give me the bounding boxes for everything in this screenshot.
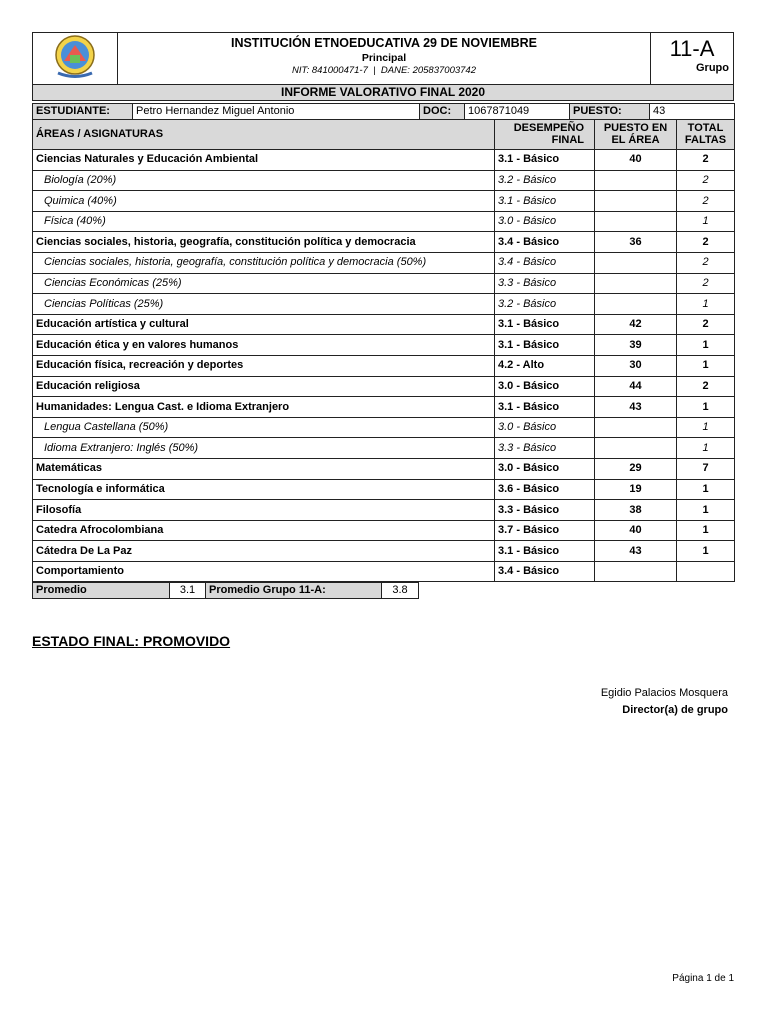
subject-row bbox=[33, 211, 735, 232]
institution-cell bbox=[118, 33, 651, 86]
performance-cell: 3.4 - Básico bbox=[495, 252, 595, 273]
subject-name: Lengua Castellana (50%) bbox=[33, 417, 495, 438]
institution-name: INSTITUCIÓN ETNOEDUCATIVA 29 DE NOVIEMBRE bbox=[230, 36, 538, 50]
performance-cell: 3.7 - Básico bbox=[495, 520, 595, 541]
area-rank-cell: 40 bbox=[595, 150, 677, 171]
group-cell bbox=[651, 33, 734, 86]
rank-label: PUESTO: bbox=[570, 104, 650, 120]
area-rank-cell bbox=[595, 294, 677, 315]
subject-name: Tecnología e informática bbox=[33, 479, 495, 500]
subject-name: Filosofía bbox=[33, 500, 495, 521]
area-row bbox=[33, 335, 735, 356]
absences-cell: 2 bbox=[677, 232, 735, 253]
rank-area-header: PUESTO EN EL ÁREA bbox=[595, 120, 677, 150]
performance-cell: 3.3 - Básico bbox=[495, 273, 595, 294]
absences-cell: 1 bbox=[677, 335, 735, 356]
page-number: Página 1 de 1 bbox=[672, 973, 734, 984]
performance-cell: 3.1 - Básico bbox=[495, 397, 595, 418]
absences-cell: 1 bbox=[677, 417, 735, 438]
area-rank-cell bbox=[595, 170, 677, 191]
performance-cell: 3.4 - Básico bbox=[495, 232, 595, 253]
subject-name: Comportamiento bbox=[33, 561, 495, 582]
area-row bbox=[33, 150, 735, 171]
performance-cell: 3.0 - Básico bbox=[495, 376, 595, 397]
header-table bbox=[32, 32, 734, 86]
subject-name: Educación artística y cultural bbox=[33, 314, 495, 335]
subject-name: Ciencias sociales, historia, geografía, constitución política y democracia (50%) bbox=[33, 252, 495, 273]
area-row bbox=[33, 520, 735, 541]
absences-cell: 1 bbox=[677, 397, 735, 418]
absences-cell: 2 bbox=[677, 314, 735, 335]
performance-cell: 3.0 - Básico bbox=[495, 211, 595, 232]
subject-name: Idioma Extranjero: Inglés (50%) bbox=[33, 438, 495, 459]
area-rank-cell bbox=[595, 252, 677, 273]
average-label: Promedio bbox=[33, 583, 170, 599]
absences-cell: 1 bbox=[677, 541, 735, 562]
performance-cell: 4.2 - Alto bbox=[495, 355, 595, 376]
group-code: 11-A bbox=[669, 36, 715, 61]
absences-cell: 1 bbox=[677, 520, 735, 541]
performance-cell: 3.0 - Básico bbox=[495, 417, 595, 438]
performance-cell: 3.2 - Básico bbox=[495, 294, 595, 315]
subject-name: Educación religiosa bbox=[33, 376, 495, 397]
id-separator: | bbox=[373, 65, 376, 77]
absences-cell bbox=[677, 561, 735, 582]
institution-logo-icon bbox=[50, 33, 100, 81]
subject-name: Educación física, recreación y deportes bbox=[33, 355, 495, 376]
subject-row bbox=[33, 170, 735, 191]
subject-name: Cátedra De La Paz bbox=[33, 541, 495, 562]
area-rank-cell: 40 bbox=[595, 520, 677, 541]
performance-cell: 3.1 - Básico bbox=[495, 314, 595, 335]
group-average-label: Promedio Grupo 11-A: bbox=[206, 583, 382, 599]
performance-cell: 3.1 - Básico bbox=[495, 335, 595, 356]
performance-cell: 3.6 - Básico bbox=[495, 479, 595, 500]
absences-cell: 1 bbox=[677, 355, 735, 376]
absences-cell: 2 bbox=[677, 170, 735, 191]
subject-name: Ciencias Económicas (25%) bbox=[33, 273, 495, 294]
subject-name: Humanidades: Lengua Cast. e Idioma Extranjero bbox=[33, 397, 495, 418]
performance-cell: 3.3 - Básico bbox=[495, 500, 595, 521]
performance-cell: 3.1 - Básico bbox=[495, 541, 595, 562]
subject-row bbox=[33, 294, 735, 315]
subject-name: Educación ética y en valores humanos bbox=[33, 335, 495, 356]
area-rank-cell bbox=[595, 273, 677, 294]
absences-cell: 1 bbox=[677, 211, 735, 232]
subject-name: Ciencias Naturales y Educación Ambiental bbox=[33, 150, 495, 171]
area-rank-cell: 38 bbox=[595, 500, 677, 521]
absences-cell: 2 bbox=[677, 191, 735, 212]
subject-row bbox=[33, 438, 735, 459]
area-rank-cell bbox=[595, 561, 677, 582]
institution-campus: Principal bbox=[361, 52, 407, 65]
area-rank-cell bbox=[595, 438, 677, 459]
grades-table bbox=[32, 119, 735, 582]
area-rank-cell: 43 bbox=[595, 541, 677, 562]
area-row bbox=[33, 458, 735, 479]
subject-name: Ciencias Políticas (25%) bbox=[33, 294, 495, 315]
area-rank-cell: 29 bbox=[595, 458, 677, 479]
subject-name: Física (40%) bbox=[33, 211, 495, 232]
area-row bbox=[33, 479, 735, 500]
rank-value: 43 bbox=[650, 104, 735, 120]
area-rank-cell: 19 bbox=[595, 479, 677, 500]
absences-cell: 1 bbox=[677, 294, 735, 315]
performance-cell: 3.0 - Básico bbox=[495, 458, 595, 479]
areas-header: ÁREAS / ASIGNATURAS bbox=[33, 120, 495, 150]
student-name: Petro Hernandez Miguel Antonio bbox=[133, 104, 420, 120]
absences-header: TOTAL FALTAS bbox=[677, 120, 735, 150]
absences-cell: 7 bbox=[677, 458, 735, 479]
doc-number: 1067871049 bbox=[465, 104, 570, 120]
student-label: ESTUDIANTE: bbox=[33, 104, 133, 120]
student-info-table bbox=[32, 103, 735, 120]
performance-cell: 3.1 - Básico bbox=[495, 191, 595, 212]
area-rank-cell: 39 bbox=[595, 335, 677, 356]
subject-row bbox=[33, 273, 735, 294]
absences-cell: 1 bbox=[677, 479, 735, 500]
subject-row bbox=[33, 417, 735, 438]
area-row bbox=[33, 500, 735, 521]
logo-cell bbox=[33, 33, 118, 86]
grades-header-row bbox=[33, 120, 735, 150]
doc-label: DOC: bbox=[420, 104, 465, 120]
subject-row bbox=[33, 191, 735, 212]
signer-name: Egidio Palacios Mosquera bbox=[600, 687, 728, 699]
area-rank-cell: 43 bbox=[595, 397, 677, 418]
subject-name: Matemáticas bbox=[33, 458, 495, 479]
subject-row bbox=[33, 252, 735, 273]
area-row bbox=[33, 355, 735, 376]
signer-role: Director(a) de grupo bbox=[622, 704, 728, 716]
area-rank-cell: 36 bbox=[595, 232, 677, 253]
performance-header: DESEMPEÑO FINAL bbox=[495, 120, 595, 150]
subject-name: Ciencias sociales, historia, geografía, constitución política y democracia bbox=[33, 232, 495, 253]
area-row bbox=[33, 314, 735, 335]
nit-text: NIT: 841000471-7 bbox=[292, 65, 368, 77]
absences-cell: 1 bbox=[677, 500, 735, 521]
area-rank-cell bbox=[595, 191, 677, 212]
performance-cell: 3.3 - Básico bbox=[495, 438, 595, 459]
absences-cell: 2 bbox=[677, 376, 735, 397]
average-value: 3.1 bbox=[170, 583, 206, 599]
area-row bbox=[33, 376, 735, 397]
performance-cell: 3.2 - Básico bbox=[495, 170, 595, 191]
subject-name: Quimica (40%) bbox=[33, 191, 495, 212]
grades-body bbox=[33, 150, 735, 582]
area-row bbox=[33, 561, 735, 582]
performance-cell: 3.4 - Básico bbox=[495, 561, 595, 582]
group-average-value: 3.8 bbox=[382, 583, 419, 599]
area-row bbox=[33, 397, 735, 418]
absences-cell: 1 bbox=[677, 438, 735, 459]
area-rank-cell: 30 bbox=[595, 355, 677, 376]
averages-table bbox=[32, 582, 419, 599]
area-row bbox=[33, 232, 735, 253]
final-state: ESTADO FINAL: PROMOVIDO bbox=[32, 633, 231, 649]
institution-ids bbox=[118, 66, 650, 77]
area-rank-cell: 42 bbox=[595, 314, 677, 335]
absences-cell: 2 bbox=[677, 252, 735, 273]
subject-name: Catedra Afrocolombiana bbox=[33, 520, 495, 541]
area-rank-cell: 44 bbox=[595, 376, 677, 397]
area-row bbox=[33, 541, 735, 562]
absences-cell: 2 bbox=[677, 150, 735, 171]
absences-cell: 2 bbox=[677, 273, 735, 294]
report-title: INFORME VALORATIVO FINAL 2020 bbox=[32, 84, 734, 101]
performance-cell: 3.1 - Básico bbox=[495, 150, 595, 171]
group-label: Grupo bbox=[696, 62, 729, 75]
area-rank-cell bbox=[595, 417, 677, 438]
dane-text: DANE: 205837003742 bbox=[380, 65, 476, 77]
subject-name: Biología (20%) bbox=[33, 170, 495, 191]
area-rank-cell bbox=[595, 211, 677, 232]
